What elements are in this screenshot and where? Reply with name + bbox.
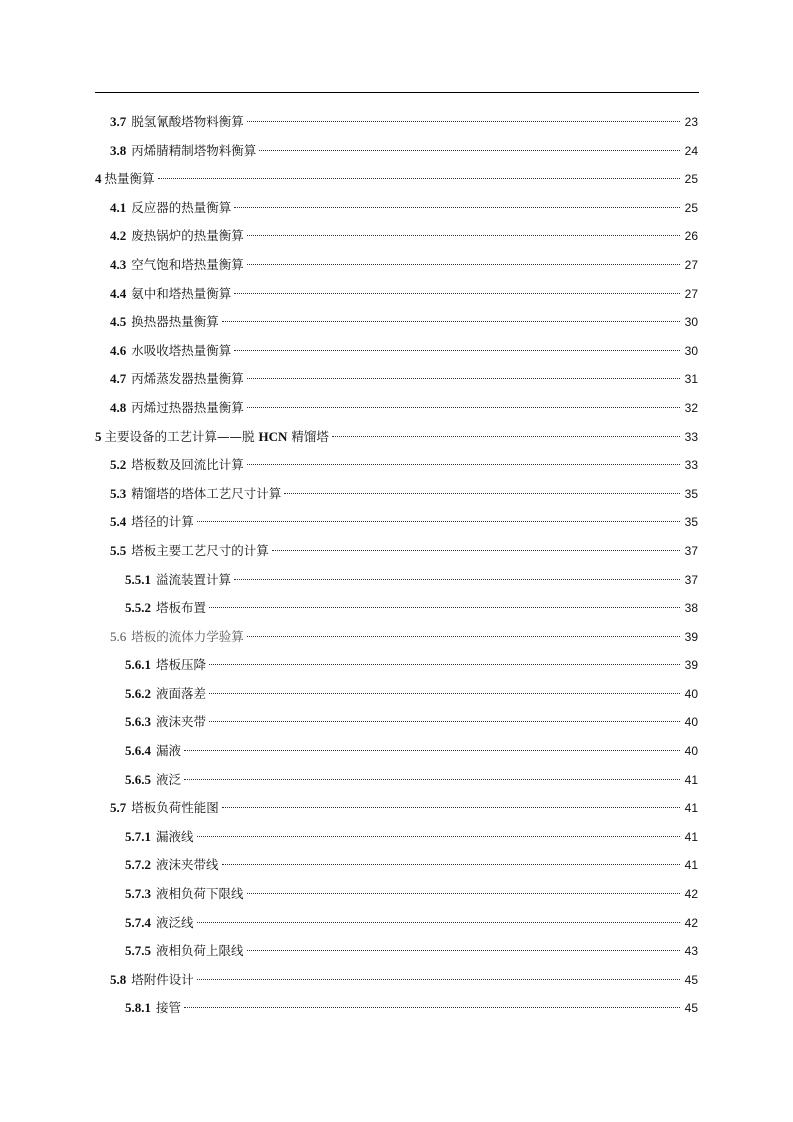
toc-page-number: 24 — [684, 143, 698, 158]
toc-entry-title: 塔板压降 — [156, 657, 207, 673]
toc-entry-number: 4 — [95, 171, 102, 187]
toc-page-number: 39 — [684, 658, 698, 673]
toc-page-number: 37 — [684, 572, 698, 587]
toc-page-number: 27 — [684, 286, 698, 301]
toc-entry-5-6-1[interactable] — [0, 651, 793, 680]
toc-dot-leader — [197, 922, 680, 923]
toc-dot-leader — [184, 750, 680, 751]
toc-dot-leader — [247, 121, 680, 122]
toc-dot-leader — [197, 521, 680, 522]
toc-entry-title: 空气饱和塔热量衡算 — [131, 256, 244, 272]
toc-entry-title: 塔板主要工艺尺寸的计算 — [131, 542, 269, 558]
toc-entry-number: 4.1 — [110, 199, 127, 215]
toc-dot-leader — [284, 493, 680, 494]
toc-dot-leader — [234, 293, 680, 294]
toc-page-number: 35 — [684, 515, 698, 530]
toc-entry-title: 液相负荷下限线 — [156, 886, 244, 902]
toc-entry-number: 5.6.5 — [125, 771, 151, 787]
toc-entry-number: 5.7.3 — [125, 886, 151, 902]
toc-page-number: 25 — [684, 200, 698, 215]
toc-dot-leader — [247, 636, 680, 637]
toc-entry-title: 精馏塔的塔体工艺尺寸计算 — [131, 485, 282, 501]
toc-entry-title: 反应器的热量衡算 — [131, 199, 232, 215]
toc-page-number: 27 — [684, 257, 698, 272]
toc-dot-leader — [209, 693, 680, 694]
toc-entry-title: 接管 — [156, 1000, 182, 1016]
toc-dot-leader — [209, 664, 680, 665]
toc-entry-4-5[interactable] — [0, 308, 793, 337]
toc-entry-3-8[interactable] — [0, 137, 793, 166]
toc-entry-title: 液相负荷上限线 — [156, 943, 244, 959]
toc-entry-5-7[interactable] — [0, 794, 793, 823]
toc-entry-4-8[interactable] — [0, 394, 793, 423]
toc-entry-number: 5.6 — [110, 628, 127, 644]
toc-dot-leader — [247, 407, 680, 408]
toc-dot-leader — [197, 836, 680, 837]
toc-entry-5-7-2[interactable] — [0, 851, 793, 880]
toc-entry-title: 漏液 — [156, 743, 182, 759]
toc-entry-title-part: HCN — [258, 428, 288, 444]
toc-dot-leader — [209, 607, 680, 608]
header-rule — [95, 92, 699, 93]
toc-entry-3-7[interactable] — [0, 108, 793, 137]
toc-entry-number: 5.6.2 — [125, 685, 151, 701]
toc-entry-number: 5.7 — [110, 800, 127, 816]
toc-entry-number: 4.3 — [110, 256, 127, 272]
toc-entry-title-part: 精馏塔 — [287, 428, 329, 444]
toc-entry-number: 4.4 — [110, 285, 127, 301]
toc-dot-leader — [197, 979, 680, 980]
toc-entry-5-5[interactable] — [0, 537, 793, 566]
toc-page-number: 45 — [684, 1001, 698, 1016]
table-of-contents — [0, 108, 793, 1023]
toc-dot-leader — [247, 464, 680, 465]
toc-entry-5-7-5[interactable] — [0, 937, 793, 966]
toc-page-number: 41 — [684, 801, 698, 816]
toc-entry-title: 塔板的流体力学验算 — [131, 628, 244, 644]
toc-page-number: 37 — [684, 543, 698, 558]
toc-entry-4-6[interactable] — [0, 337, 793, 366]
toc-entry-4-7[interactable] — [0, 365, 793, 394]
toc-page-number: 38 — [684, 601, 698, 616]
toc-entry-5-6-4[interactable] — [0, 737, 793, 766]
toc-entry-number: 5.7.1 — [125, 828, 151, 844]
toc-entry-number: 5.5 — [110, 542, 127, 558]
toc-entry-number: 5.8 — [110, 971, 127, 987]
toc-page-number: 45 — [684, 972, 698, 987]
toc-entry-title: 换热器热量衡算 — [131, 314, 219, 330]
toc-entry-5-6-2[interactable] — [0, 680, 793, 709]
toc-page-number: 31 — [684, 372, 698, 387]
toc-entry-title: 脱氢氰酸塔物料衡算 — [131, 114, 244, 129]
toc-entry-title: 热量衡算 — [104, 171, 155, 187]
toc-dot-leader — [247, 235, 680, 236]
toc-page-number: 43 — [684, 944, 698, 959]
toc-page-number: 30 — [684, 343, 698, 358]
toc-entry-number: 5 — [95, 428, 102, 444]
toc-entry-4-2[interactable] — [0, 222, 793, 251]
toc-entry-5-8-1[interactable] — [0, 994, 793, 1023]
toc-entry-number: 4.8 — [110, 399, 127, 415]
toc-entry-5-3[interactable] — [0, 480, 793, 509]
toc-page-number: 41 — [684, 858, 698, 873]
toc-dot-leader — [234, 579, 680, 580]
toc-entry-title: 溢流装置计算 — [156, 571, 232, 587]
toc-entry-title: 水吸收塔热量衡算 — [131, 342, 232, 358]
toc-entry-number: 5.2 — [110, 457, 127, 473]
toc-dot-leader — [184, 1007, 680, 1008]
toc-dot-leader — [259, 150, 680, 151]
toc-page-number: 30 — [684, 315, 698, 330]
toc-entry-title: 丙烯蒸发器热量衡算 — [131, 371, 244, 387]
toc-entry-number: 5.8.1 — [125, 1000, 151, 1016]
toc-entry-title: 塔附件设计 — [131, 971, 194, 987]
toc-entry-title: 塔径的计算 — [131, 514, 194, 530]
toc-dot-leader — [234, 350, 680, 351]
toc-entry-title: 液泛线 — [156, 914, 194, 930]
toc-page-number: 42 — [684, 887, 698, 902]
toc-entry-number: 5.7.5 — [125, 943, 151, 959]
toc-page-number: 33 — [684, 458, 698, 473]
toc-page-number: 26 — [684, 229, 698, 244]
toc-entry-number: 4.7 — [110, 371, 127, 387]
toc-page-number: 35 — [684, 486, 698, 501]
toc-entry-5-6[interactable] — [0, 623, 793, 652]
toc-entry-title: 塔板数及回流比计算 — [131, 457, 244, 473]
toc-dot-leader — [234, 207, 680, 208]
toc-entry-number: 5.6.1 — [125, 657, 151, 673]
toc-entry-title: 漏液线 — [156, 828, 194, 844]
toc-page-number: 33 — [684, 429, 698, 444]
toc-page-number: 23 — [684, 115, 698, 129]
toc-entry-title: 塔板布置 — [156, 600, 207, 616]
toc-entry-title: 氨中和塔热量衡算 — [131, 285, 232, 301]
toc-entry-5-7-1[interactable] — [0, 823, 793, 852]
toc-entry-number: 4.5 — [110, 314, 127, 330]
toc-page-number: 42 — [684, 915, 698, 930]
toc-entry-5-7-3[interactable] — [0, 880, 793, 909]
toc-dot-leader — [247, 378, 680, 379]
toc-entry-number: 4.6 — [110, 342, 127, 358]
toc-page-number: 41 — [684, 829, 698, 844]
toc-dot-leader — [222, 321, 680, 322]
toc-entry-number: 5.5.2 — [125, 600, 151, 616]
toc-dot-leader — [247, 950, 680, 951]
toc-dot-leader — [332, 436, 680, 437]
toc-dot-leader — [158, 178, 680, 179]
toc-dot-leader — [272, 550, 680, 551]
toc-entry-title: 液面落差 — [156, 685, 207, 701]
toc-entry-5[interactable] — [0, 423, 793, 452]
toc-dot-leader — [184, 779, 680, 780]
toc-entry-4-4[interactable] — [0, 280, 793, 309]
toc-page-number: 39 — [684, 629, 698, 644]
toc-entry-title: 废热锅炉的热量衡算 — [131, 228, 244, 244]
toc-page-number: 25 — [684, 172, 698, 187]
toc-entry-5-6-3[interactable] — [0, 708, 793, 737]
toc-entry-5-5-2[interactable] — [0, 594, 793, 623]
toc-entry-title: 丙烯腈精制塔物料衡算 — [131, 142, 257, 158]
toc-dot-leader — [209, 721, 680, 722]
toc-page-number: 40 — [684, 686, 698, 701]
toc-entry-number: 5.6.4 — [125, 743, 151, 759]
toc-entry-5-4[interactable] — [0, 508, 793, 537]
toc-entry-5-2[interactable] — [0, 451, 793, 480]
toc-entry-number: 5.7.2 — [125, 857, 151, 873]
toc-page-number: 32 — [684, 400, 698, 415]
toc-entry-number: 5.3 — [110, 485, 127, 501]
toc-entry-number: 5.5.1 — [125, 571, 151, 587]
toc-entry-4-1[interactable] — [0, 194, 793, 223]
toc-entry-number: 4.2 — [110, 228, 127, 244]
toc-entry-5-7-4[interactable] — [0, 909, 793, 938]
toc-entry-5-8[interactable] — [0, 966, 793, 995]
toc-entry-title: 丙烯过热器热量衡算 — [131, 399, 244, 415]
toc-entry-4-3[interactable] — [0, 251, 793, 280]
toc-entry-title: 液沫夹带线 — [156, 857, 219, 873]
toc-dot-leader — [247, 264, 680, 265]
toc-entry-title — [105, 423, 329, 452]
toc-entry-title: 液沫夹带 — [156, 714, 207, 730]
toc-entry-5-6-5[interactable] — [0, 766, 793, 795]
toc-dot-leader — [222, 807, 680, 808]
toc-entry-title-part: 主要设备的工艺计算——脱 — [104, 428, 259, 444]
toc-dot-leader — [247, 893, 680, 894]
toc-entry-number: 5.4 — [110, 514, 127, 530]
toc-entry-title: 液泛 — [156, 771, 182, 787]
toc-entry-number: 5.6.3 — [125, 714, 151, 730]
toc-entry-5-5-1[interactable] — [0, 566, 793, 595]
toc-page-number: 41 — [684, 772, 698, 787]
toc-dot-leader — [222, 864, 680, 865]
toc-entry-number: 3.8 — [110, 142, 127, 158]
toc-entry-number: 5.7.4 — [125, 914, 151, 930]
toc-entry-title: 塔板负荷性能图 — [131, 800, 219, 816]
toc-page-number: 40 — [684, 715, 698, 730]
toc-entry-number: 3.7 — [110, 114, 127, 129]
toc-page-number: 40 — [684, 744, 698, 759]
toc-entry-4[interactable] — [0, 165, 793, 194]
